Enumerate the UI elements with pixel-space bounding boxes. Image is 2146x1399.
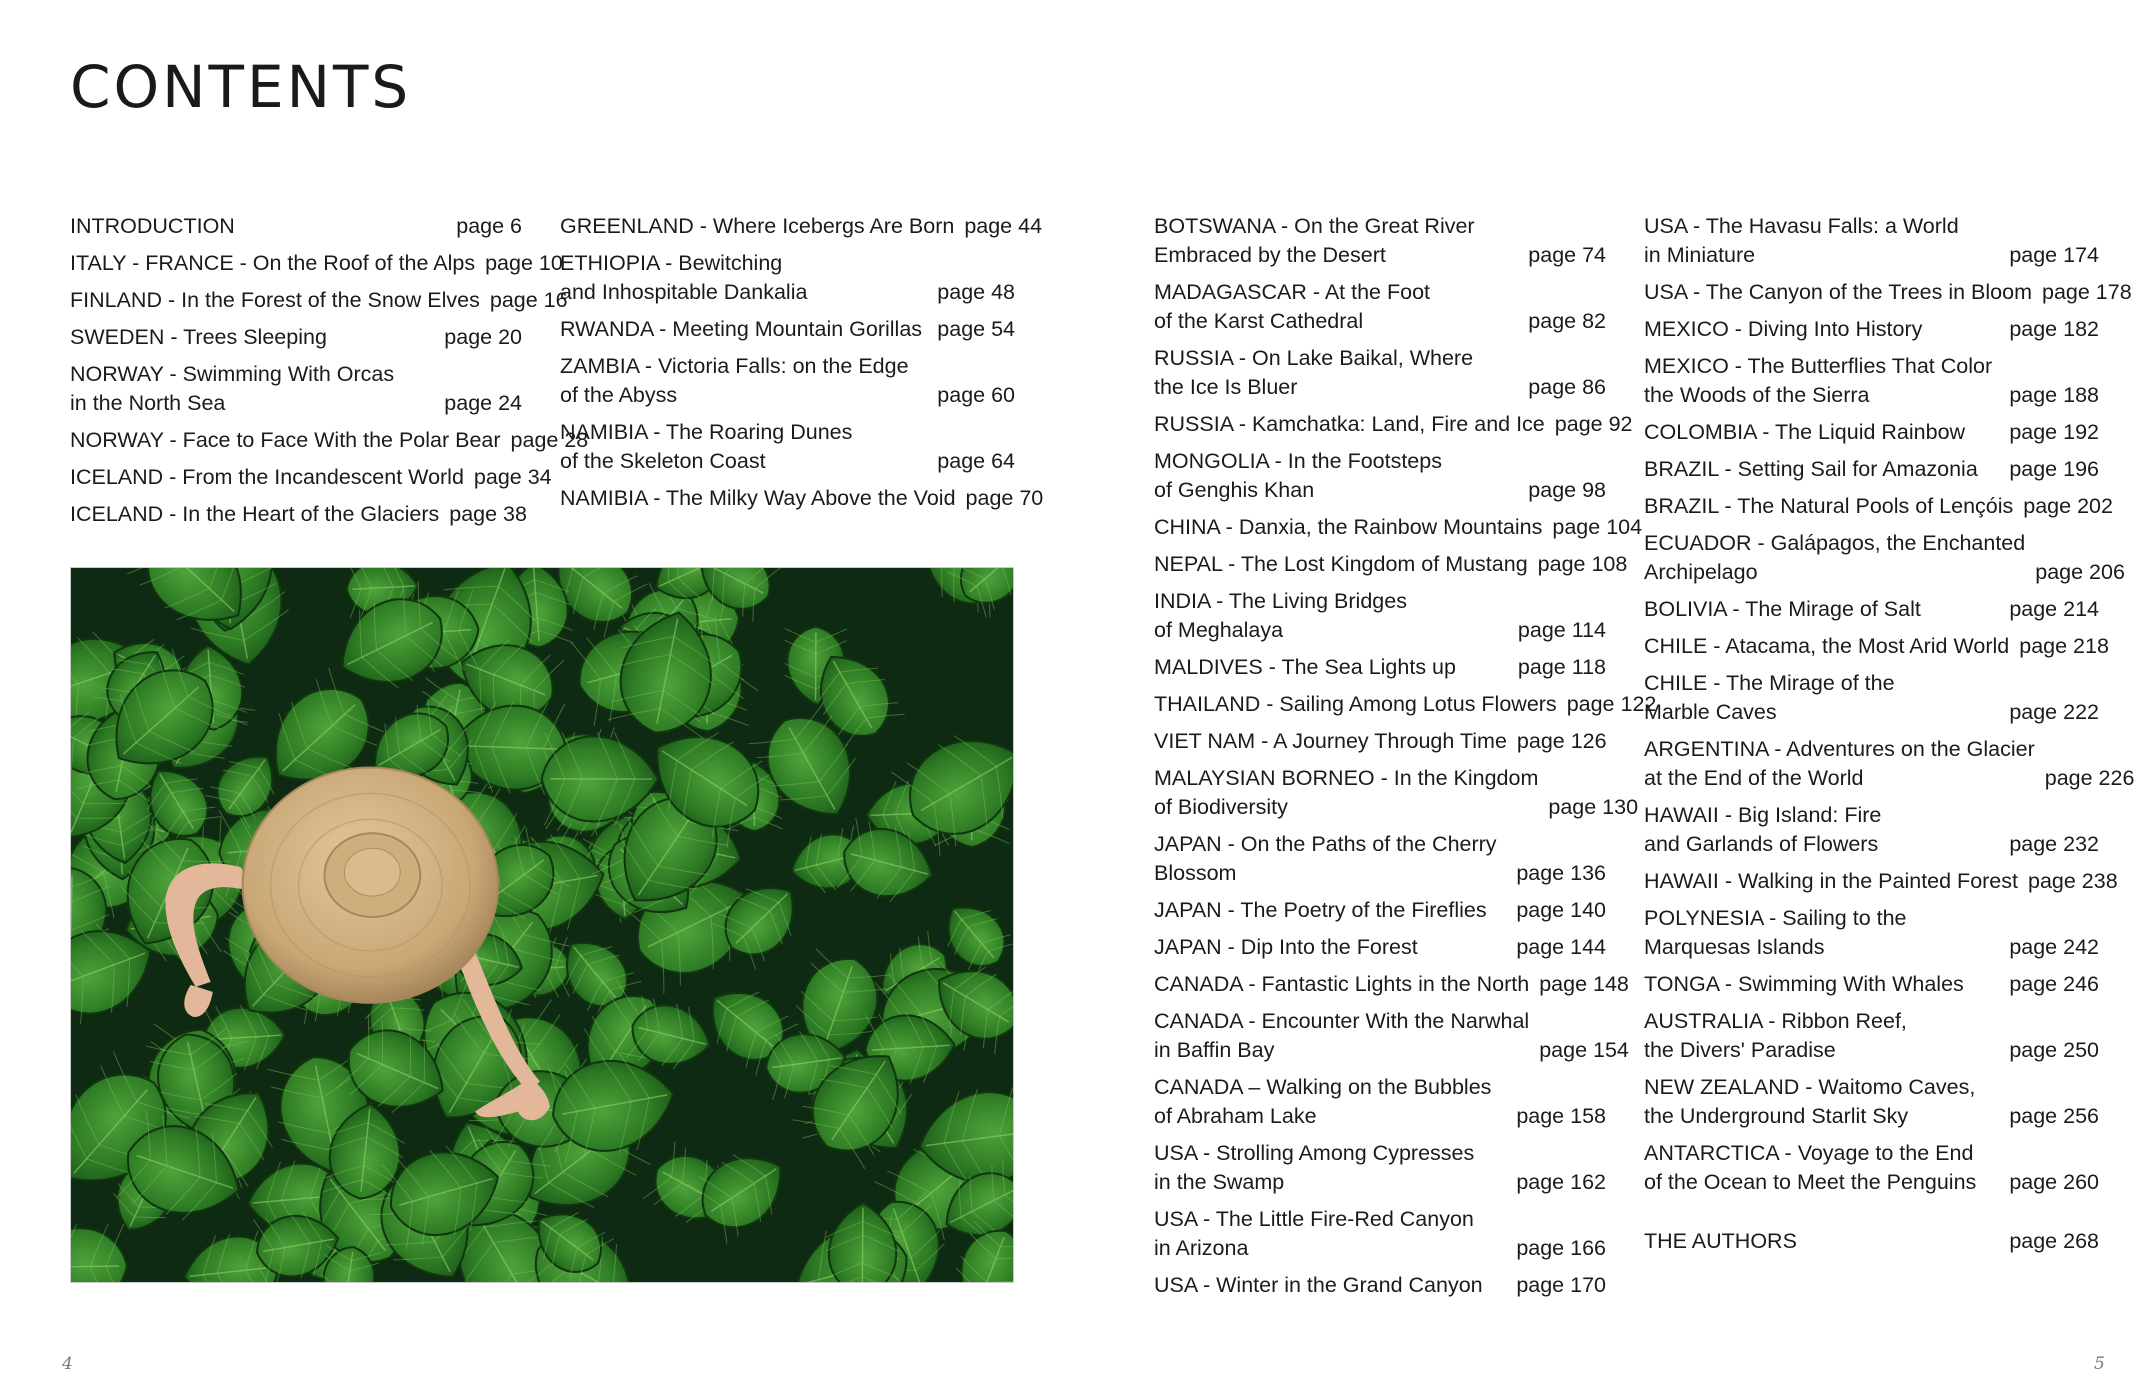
toc-entry-page: page 118 bbox=[1517, 655, 1606, 679]
toc-entry-title: of the Skeleton Coast bbox=[560, 449, 766, 473]
toc-entry-page: page 260 bbox=[2009, 1170, 2099, 1194]
toc-entry-title: USA - Strolling Among Cypresses bbox=[1154, 1141, 1475, 1165]
toc-entry-page: page 86 bbox=[1528, 375, 1606, 399]
toc-entry-page: page 104 bbox=[1552, 515, 1643, 539]
toc-entry-title: BRAZIL - The Natural Pools of Lençóis bbox=[1644, 494, 2014, 518]
toc-entry-page: page 162 bbox=[1516, 1170, 1606, 1194]
toc-entry-title: Embraced by the Desert bbox=[1154, 243, 1386, 267]
toc-entry bbox=[1644, 1139, 2099, 1197]
toc-entry-title: USA - Winter in the Grand Canyon bbox=[1154, 1273, 1483, 1297]
toc-entry-page: page 122 bbox=[1566, 692, 1657, 716]
toc-entry-page: page 154 bbox=[1539, 1038, 1629, 1062]
toc-entry-page: page 38 bbox=[449, 502, 527, 526]
toc-entry-page: page 92 bbox=[1554, 412, 1633, 436]
toc-entry-title: in Arizona bbox=[1154, 1236, 1249, 1260]
toc-entry bbox=[1644, 352, 2099, 410]
toc-entry-page: page 238 bbox=[2028, 869, 2118, 893]
toc-entry-title: COLOMBIA - The Liquid Rainbow bbox=[1644, 420, 1966, 444]
toc-entry-page: page 206 bbox=[2035, 560, 2125, 584]
toc-entry-title: USA - The Havasu Falls: a World bbox=[1644, 214, 1959, 238]
toc-entry-page: page 196 bbox=[2009, 457, 2099, 481]
toc-entry-title: MEXICO - The Butterflies That Color bbox=[1644, 354, 1993, 378]
toc-entry bbox=[70, 212, 522, 241]
toc-entry bbox=[1154, 830, 1606, 888]
toc-entry-title: in Baffin Bay bbox=[1154, 1038, 1275, 1062]
toc-entry-title: POLYNESIA - Sailing to the bbox=[1644, 906, 1907, 930]
toc-entry bbox=[1644, 904, 2099, 962]
toc-entry bbox=[1154, 1271, 1606, 1300]
toc-entry-title: Marquesas Islands bbox=[1644, 935, 1825, 959]
toc-entry bbox=[1644, 278, 2132, 307]
toc-entry-title: USA - The Canyon of the Trees in Bloom bbox=[1644, 280, 2032, 304]
toc-entry-page: page 158 bbox=[1516, 1104, 1606, 1128]
toc-entry-title: of Biodiversity bbox=[1154, 795, 1288, 819]
toc-entry bbox=[1644, 315, 2099, 344]
toc-entry-title: FINLAND - In the Forest of the Snow Elves bbox=[70, 288, 480, 312]
toc-entry-title: MALDIVES - The Sea Lights up bbox=[1154, 655, 1456, 679]
toc-entry bbox=[1154, 212, 1606, 270]
toc-entry bbox=[1154, 513, 1643, 542]
toc-entry-title: NAMIBIA - The Milky Way Above the Void bbox=[560, 486, 956, 510]
toc-entry-page: page 98 bbox=[1528, 478, 1606, 502]
toc-entry-title: THE AUTHORS bbox=[1644, 1229, 1797, 1253]
toc-entry-page: page 182 bbox=[2009, 317, 2099, 341]
toc-entry-title: INDIA - The Living Bridges bbox=[1154, 589, 1407, 613]
toc-entry-page: page 54 bbox=[937, 317, 1015, 341]
toc-entry-page: page 74 bbox=[1528, 243, 1606, 267]
toc-entry-page: page 192 bbox=[2009, 420, 2099, 444]
toc-entry bbox=[1644, 418, 2099, 447]
toc-entry bbox=[1644, 735, 2135, 793]
toc-entry-page: page 24 bbox=[444, 391, 522, 415]
toc-entry bbox=[1644, 970, 2099, 999]
toc-entry-page: page 170 bbox=[1516, 1273, 1606, 1297]
toc-entry-title: RUSSIA - On Lake Baikal, Where bbox=[1154, 346, 1474, 370]
toc-entry-title: AUSTRALIA - Ribbon Reef, bbox=[1644, 1009, 1907, 1033]
toc-entry-title: MONGOLIA - In the Footsteps bbox=[1154, 449, 1442, 473]
toc-entry-page: page 108 bbox=[1537, 552, 1628, 576]
toc-entry-title: and Inhospitable Dankalia bbox=[560, 280, 808, 304]
toc-entry bbox=[70, 323, 522, 352]
toc-entry-title: MEXICO - Diving Into History bbox=[1644, 317, 1923, 341]
toc-entry-title: CANADA - Fantastic Lights in the North bbox=[1154, 972, 1530, 996]
toc-entry-page: page 148 bbox=[1539, 972, 1629, 996]
toc-entry bbox=[1644, 1073, 2099, 1131]
toc-entry-title: USA - The Little Fire-Red Canyon bbox=[1154, 1207, 1474, 1231]
toc-entry-page: page 64 bbox=[937, 449, 1015, 473]
toc-entry-page: page 226 bbox=[2044, 766, 2135, 790]
toc-entry-title: CHILE - The Mirage of the bbox=[1644, 671, 1895, 695]
toc-entry-title: JAPAN - The Poetry of the Fireflies bbox=[1154, 898, 1487, 922]
toc-entry-title: and Garlands of Flowers bbox=[1644, 832, 1879, 856]
toc-entry-page: page 256 bbox=[2009, 1104, 2099, 1128]
toc-entry-title: Archipelago bbox=[1644, 560, 1758, 584]
toc-entry-title: of Genghis Khan bbox=[1154, 478, 1315, 502]
toc-entry bbox=[1154, 1007, 1629, 1065]
toc-entry-title: JAPAN - On the Paths of the Cherry bbox=[1154, 832, 1497, 856]
toc-entry-page: page 140 bbox=[1516, 898, 1606, 922]
toc-entry bbox=[1154, 1073, 1606, 1131]
toc-entry-title: in Miniature bbox=[1644, 243, 1756, 267]
toc-entry-title: JAPAN - Dip Into the Forest bbox=[1154, 935, 1418, 959]
toc-entry-title: CHILE - Atacama, the Most Arid World bbox=[1644, 634, 2010, 658]
toc-entry bbox=[560, 484, 1044, 513]
toc-entry bbox=[70, 463, 552, 492]
toc-entry-page: page 10 bbox=[485, 251, 563, 275]
toc-entry-title: NAMIBIA - The Roaring Dunes bbox=[560, 420, 853, 444]
toc-entry bbox=[1644, 867, 2118, 896]
toc-entry-page: page 82 bbox=[1528, 309, 1606, 333]
toc-entry-title: SWEDEN - Trees Sleeping bbox=[70, 325, 327, 349]
toc-entry-title: of the Karst Cathedral bbox=[1154, 309, 1364, 333]
toc-entry-page: page 34 bbox=[473, 465, 552, 489]
leaves-hat-photo bbox=[70, 567, 1014, 1283]
toc-entry bbox=[1154, 1205, 1606, 1263]
toc-entry-page: page 48 bbox=[937, 280, 1015, 304]
toc-entry-page: page 166 bbox=[1516, 1236, 1606, 1260]
toc-entry bbox=[1154, 764, 1639, 822]
toc-entry-page: page 114 bbox=[1517, 618, 1606, 642]
toc-entry bbox=[1154, 587, 1606, 645]
toc-entry-page: page 60 bbox=[937, 383, 1015, 407]
toc-entry-page: page 126 bbox=[1516, 729, 1607, 753]
toc-entry bbox=[1154, 933, 1606, 962]
toc-entry-page: page 218 bbox=[2019, 634, 2109, 658]
toc-entry-page: page 250 bbox=[2009, 1038, 2099, 1062]
toc-entry-page: page 136 bbox=[1516, 861, 1606, 885]
toc-entry-title: of Meghalaya bbox=[1154, 618, 1284, 642]
page-number-left: 4 bbox=[62, 1354, 73, 1374]
toc-entry bbox=[1154, 690, 1657, 719]
toc-entry bbox=[1154, 410, 1633, 439]
toc-entry bbox=[70, 360, 522, 418]
toc-entry-title: CANADA – Walking on the Bubbles bbox=[1154, 1075, 1492, 1099]
toc-entry-page: page 268 bbox=[2009, 1229, 2099, 1253]
toc-entry-title: RUSSIA - Kamchatka: Land, Fire and Ice bbox=[1154, 412, 1545, 436]
page-title: CONTENTS bbox=[70, 53, 412, 121]
toc-entry bbox=[560, 212, 1043, 241]
toc-column-1 bbox=[70, 212, 589, 537]
toc-entry-title: BOTSWANA - On the Great River bbox=[1154, 214, 1475, 238]
toc-entry-page: page 188 bbox=[2009, 383, 2099, 407]
toc-entry-title: NORWAY - Swimming With Orcas bbox=[70, 362, 395, 386]
toc-entry-page: page 174 bbox=[2009, 243, 2099, 267]
toc-entry bbox=[1154, 896, 1606, 925]
toc-entry bbox=[1154, 344, 1606, 402]
toc-entry bbox=[1644, 632, 2109, 661]
toc-entry-title: MALAYSIAN BORNEO - In the Kingdom bbox=[1154, 766, 1539, 790]
toc-entry bbox=[70, 286, 568, 315]
toc-entry bbox=[1644, 669, 2099, 727]
toc-entry-title: of the Ocean to Meet the Penguins bbox=[1644, 1170, 1977, 1194]
toc-entry bbox=[560, 352, 1015, 410]
toc-entry bbox=[70, 249, 563, 278]
toc-entry-page: page 20 bbox=[444, 325, 522, 349]
toc-entry-title: ETHIOPIA - Bewitching bbox=[560, 251, 783, 275]
toc-entry-page: page 222 bbox=[2009, 700, 2099, 724]
toc-entry-page: page 70 bbox=[965, 486, 1044, 510]
toc-entry bbox=[1644, 492, 2113, 521]
toc-entry-title: the Underground Starlit Sky bbox=[1644, 1104, 1909, 1128]
toc-entry-page: page 232 bbox=[2009, 832, 2099, 856]
toc-entry bbox=[1644, 801, 2099, 859]
toc-entry bbox=[560, 315, 1015, 344]
toc-entry-page: page 28 bbox=[510, 428, 589, 452]
toc-entry bbox=[1154, 447, 1606, 505]
toc-entry-title: CHINA - Danxia, the Rainbow Mountains bbox=[1154, 515, 1543, 539]
toc-column-3 bbox=[1154, 212, 1657, 1308]
toc-entry-title: in the Swamp bbox=[1154, 1170, 1285, 1194]
toc-entry bbox=[1154, 970, 1629, 999]
toc-entry-title: Marble Caves bbox=[1644, 700, 1777, 724]
toc-entry-title: of the Abyss bbox=[560, 383, 678, 407]
toc-entry bbox=[1644, 1227, 2099, 1256]
toc-entry-page: page 242 bbox=[2009, 935, 2099, 959]
toc-entry-page: page 44 bbox=[964, 214, 1043, 238]
toc-entry-title: the Ice Is Bluer bbox=[1154, 375, 1298, 399]
toc-entry bbox=[1644, 595, 2099, 624]
toc-entry-title: the Divers' Paradise bbox=[1644, 1038, 1836, 1062]
page-number-right: 5 bbox=[2094, 1354, 2105, 1374]
toc-entry-title: NEW ZEALAND - Waitomo Caves, bbox=[1644, 1075, 1976, 1099]
toc-entry-page: page 130 bbox=[1548, 795, 1639, 819]
toc-entry bbox=[560, 249, 1015, 307]
toc-entry-title: RWANDA - Meeting Mountain Gorillas bbox=[560, 317, 923, 341]
toc-entry-title: Blossom bbox=[1154, 861, 1237, 885]
toc-entry-title: in the North Sea bbox=[70, 391, 226, 415]
toc-entry bbox=[1644, 212, 2099, 270]
toc-entry-title: GREENLAND - Where Icebergs Are Born bbox=[560, 214, 955, 238]
toc-entry bbox=[70, 500, 527, 529]
toc-entry-page: page 144 bbox=[1516, 935, 1606, 959]
toc-entry-title: ANTARCTICA - Voyage to the End bbox=[1644, 1141, 1974, 1165]
toc-entry bbox=[1154, 278, 1606, 336]
toc-entry-title: NORWAY - Face to Face With the Polar Bear bbox=[70, 428, 501, 452]
toc-entry-title: ZAMBIA - Victoria Falls: on the Edge bbox=[560, 354, 909, 378]
toc-entry-title: CANADA - Encounter With the Narwhal bbox=[1154, 1009, 1530, 1033]
toc-entry-title: ITALY - FRANCE - On the Roof of the Alps bbox=[70, 251, 476, 275]
toc-entry bbox=[1154, 727, 1606, 756]
toc-column-4 bbox=[1644, 212, 2135, 1264]
toc-entry-title: INTRODUCTION bbox=[70, 214, 235, 238]
toc-entry-title: the Woods of the Sierra bbox=[1644, 383, 1870, 407]
toc-entry-title: of Abraham Lake bbox=[1154, 1104, 1317, 1128]
toc-entry bbox=[1154, 550, 1628, 579]
toc-entry bbox=[1644, 1007, 2099, 1065]
toc-entry bbox=[1644, 455, 2099, 484]
toc-entry-page: page 16 bbox=[489, 288, 568, 312]
toc-entry bbox=[70, 426, 589, 455]
toc-entry-page: page 178 bbox=[2042, 280, 2132, 304]
toc-entry-page: page 6 bbox=[456, 214, 522, 238]
toc-entry-page: page 214 bbox=[2009, 597, 2099, 621]
toc-entry-title: MADAGASCAR - At the Foot bbox=[1154, 280, 1431, 304]
toc-entry-title: BOLIVIA - The Mirage of Salt bbox=[1644, 597, 1921, 621]
toc-entry-title: ARGENTINA - Adventures on the Glacier bbox=[1644, 737, 2035, 761]
toc-entry-title: VIET NAM - A Journey Through Time bbox=[1154, 729, 1507, 753]
toc-entry-title: BRAZIL - Setting Sail for Amazonia bbox=[1644, 457, 1978, 481]
toc-entry-title: ECUADOR - Galápagos, the Enchanted bbox=[1644, 531, 2026, 555]
toc-entry-title: ICELAND - From the Incandescent World bbox=[70, 465, 464, 489]
toc-entry bbox=[1644, 529, 2125, 587]
toc-entry-page: page 246 bbox=[2009, 972, 2099, 996]
toc-entry bbox=[560, 418, 1015, 476]
toc-entry-title: ICELAND - In the Heart of the Glaciers bbox=[70, 502, 440, 526]
toc-entry-title: HAWAII - Walking in the Painted Forest bbox=[1644, 869, 2018, 893]
toc-entry-title: at the End of the World bbox=[1644, 766, 1864, 790]
toc-entry bbox=[1154, 1139, 1606, 1197]
toc-entry bbox=[1154, 653, 1606, 682]
toc-entry-title: HAWAII - Big Island: Fire bbox=[1644, 803, 1882, 827]
toc-column-2 bbox=[560, 212, 1044, 521]
toc-entry-title: TONGA - Swimming With Whales bbox=[1644, 972, 1964, 996]
toc-entry-title: NEPAL - The Lost Kingdom of Mustang bbox=[1154, 552, 1528, 576]
toc-entry-page: page 202 bbox=[2023, 494, 2113, 518]
toc-entry-title: THAILAND - Sailing Among Lotus Flowers bbox=[1154, 692, 1557, 716]
